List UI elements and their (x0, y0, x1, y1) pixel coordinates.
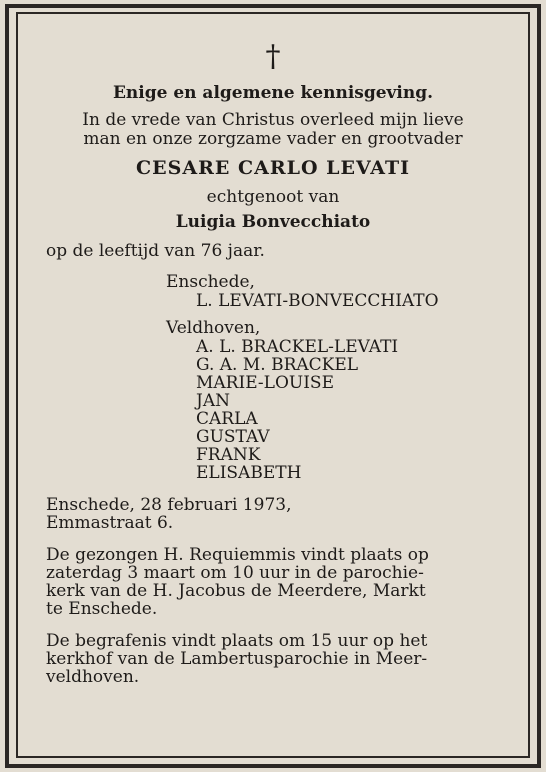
spouse-name: Luigia Bonvecchiato (175, 212, 371, 232)
address-block: Enschede, 28 februari 1973, Emmastraat 6. (46, 495, 292, 533)
spouse-label: echtgenoot van (206, 187, 340, 207)
cross-icon: † (265, 39, 281, 74)
place-veldhoven: Veldhoven, (166, 318, 261, 338)
list-item: G. A. M. BRACKEL (196, 355, 359, 375)
place-enschede: Enschede, (166, 272, 255, 292)
burial-paragraph: De begrafenis vindt plaats om 15 uur op het kerkhof van de Lambertusparochie in Meer- veldhoven. (46, 631, 428, 687)
list-item: FRANK (196, 445, 261, 465)
notice-heading: Enige en algemene kennisgeving. (112, 83, 434, 103)
obituary-notice (24, 40, 522, 686)
widow-name: L. LEVATI-BONVECCHIATO (196, 291, 439, 311)
list-item: ELISABETH (196, 463, 302, 483)
list-item: JAN (196, 391, 230, 411)
list-item: GUSTAV (196, 427, 270, 447)
age-line: op de leeftijd van 76 jaar. (46, 241, 265, 261)
intro-text: In de vrede van Christus overleed mijn lieve man en onze zorgzame vader en grootvader (82, 110, 464, 149)
requiem-mass-paragraph: De gezongen H. Requiemmis vindt plaats op zaterdag 3 maart om 10 uur in de parochie- kerk van de H. Jacobus de Meerdere, Markt te Enschede. (46, 545, 429, 619)
list-item: A. L. BRACKEL-LEVATI (196, 337, 399, 357)
list-item: MARIE-LOUISE (196, 373, 334, 393)
relatives-list (166, 338, 522, 482)
family-list (24, 273, 522, 482)
list-item: CARLA (196, 409, 258, 429)
deceased-name: CESARE CARLO LEVATI (136, 157, 410, 179)
